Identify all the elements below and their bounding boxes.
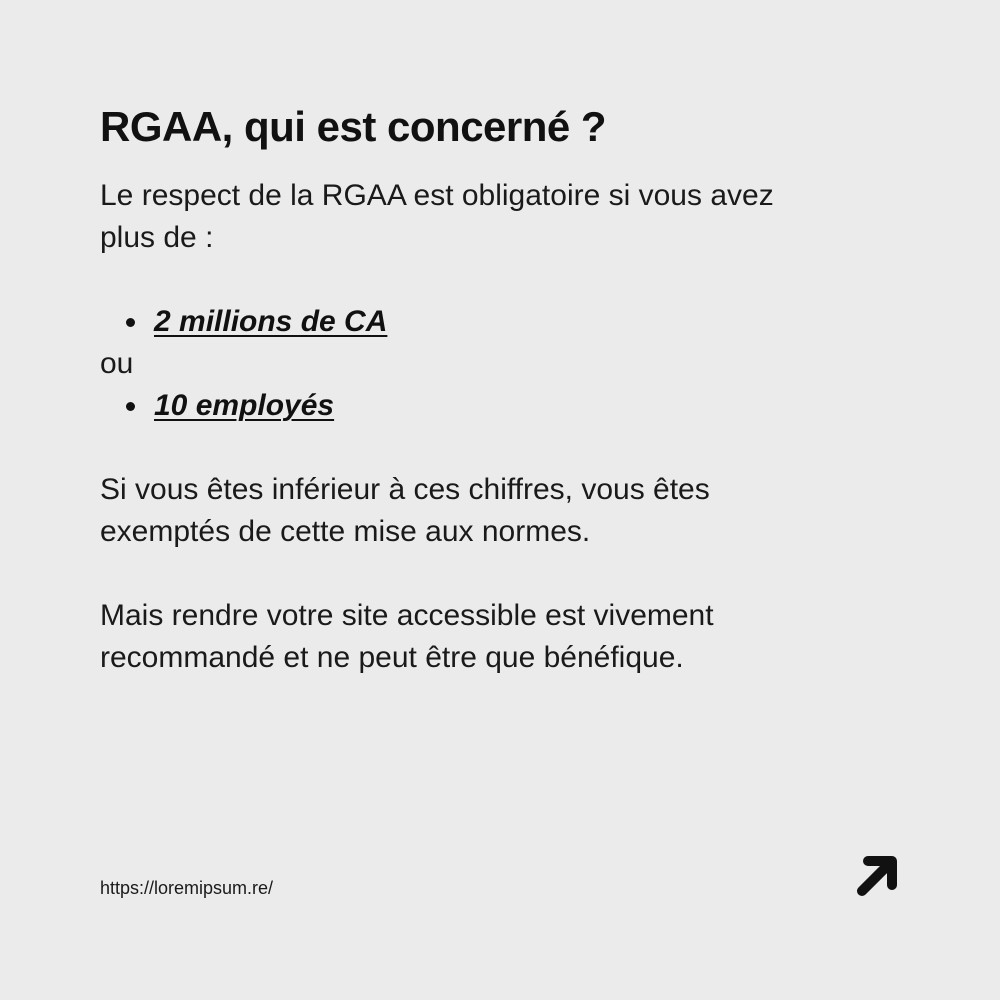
exemption-line-1: Si vous êtes inférieur à ces chiffres, vous êtes xyxy=(100,473,710,506)
criterion-revenue: 2 millions de CA xyxy=(154,305,388,338)
bullet-dot-icon xyxy=(126,318,135,327)
page-title: RGAA, qui est concerné ? xyxy=(100,103,607,150)
intro-line-1: Le respect de la RGAA est obligatoire si vous avez xyxy=(100,179,774,212)
arrow-up-right-icon[interactable] xyxy=(854,853,900,899)
list-item xyxy=(100,301,900,343)
criteria-list xyxy=(100,301,900,343)
recommendation-line-1: Mais rendre votre site accessible est vivement xyxy=(100,599,714,632)
intro-text xyxy=(100,175,900,259)
list-item xyxy=(100,385,900,427)
exemption-text xyxy=(100,469,900,553)
recommendation-text xyxy=(100,595,900,679)
footer-url[interactable]: https://loremipsum.re/ xyxy=(100,878,274,898)
exemption-line-2: exemptés de cette mise aux normes. xyxy=(100,515,591,548)
recommendation-line-2: recommandé et ne peut être que bénéfique. xyxy=(100,641,684,674)
spacer xyxy=(100,259,900,301)
spacer xyxy=(100,427,900,469)
intro-line-2: plus de : xyxy=(100,221,214,254)
slide-content xyxy=(100,175,900,679)
spacer xyxy=(100,553,900,595)
criteria-list-2 xyxy=(100,385,900,427)
connector-text: ou xyxy=(100,347,134,380)
bullet-dot-icon xyxy=(126,402,135,411)
criterion-employees: 10 employés xyxy=(154,389,335,422)
